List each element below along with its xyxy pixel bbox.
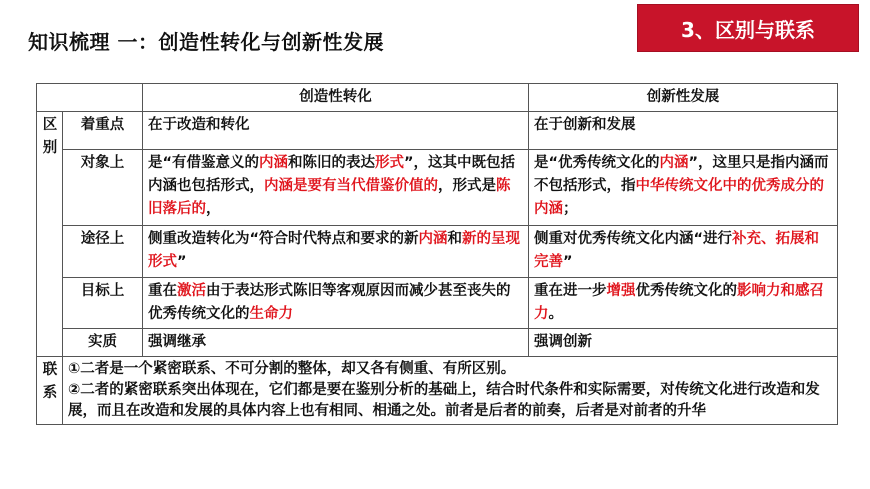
cell-text: 侧重对优秀传统文化内涵“进行 [534,231,733,247]
highlight-text: 内涵 [418,231,448,247]
table-row [37,150,838,226]
comparison-table [36,83,838,425]
row-label: 着重点 [63,112,143,150]
highlight-text: 新的呈现形式 [148,231,521,270]
section-badge: 3、区别与联系 [637,4,859,52]
highlight-text: 补充、拓展和完善 [534,231,820,270]
cell-left [143,278,529,329]
link-content [63,357,838,425]
header-row [37,84,838,112]
link-line-1: ①二者是一个紧密联系、不可分割的整体，却又各有侧重、有所区别。 [68,361,516,377]
cell-left [143,329,529,357]
table-row [37,226,838,278]
cell-text: 强调创新 [534,334,592,350]
cell-right [529,150,838,226]
cell-right [529,226,838,278]
table-row [37,329,838,357]
cell-text: 。 [548,306,563,322]
cell-text: 在于改造和转化 [148,117,250,133]
table-row [37,112,838,150]
page-title: 知识梳理 一：创造性转化与创新性发展 [28,30,384,54]
cell-text: 侧重改造转化为“符合时代特点和要求的新 [148,231,419,247]
cell-text: 是“有借鉴意义的 [148,155,260,171]
corner-cell [37,84,143,112]
row-label: 目标上 [63,278,143,329]
highlight-text: 内涵 [259,155,289,171]
cell-text: ，形式是 [438,178,496,194]
cell-text: ” [563,254,573,270]
highlight-text: 形式 [375,155,405,171]
cell-text: ” [177,254,187,270]
cell-text: 和 [447,231,463,247]
cell-text: ”，这里只是指内涵而不包括形式，指 [534,155,829,194]
row-label: 途径上 [63,226,143,278]
highlight-text: 内涵 [659,155,689,171]
cell-text: 由于表达形式陈旧等客观原因而减少甚至丧失的优秀传统文化的 [148,283,511,322]
cell-right [529,329,838,357]
cell-text: 重在 [148,283,177,299]
col-header-development: 创新性发展 [529,84,838,112]
cell-text: 优秀传统文化的 [635,283,737,299]
row-label: 对象上 [63,150,143,226]
cell-right [529,278,838,329]
distinction-group-label: 区别 [37,112,63,357]
cell-text: ， [206,201,221,217]
cell-text: ”，这其中既包括内涵也包括形式， [148,155,516,194]
cell-text: 和陈旧的表达 [288,155,376,171]
cell-left [143,150,529,226]
highlight-text: 内涵是要有当代借鉴价值的 [264,178,438,194]
cell-text: 在于创新和发展 [534,117,636,133]
highlight-text: 增强 [606,283,636,299]
cell-right [529,112,838,150]
highlight-text: 影响力和感召力 [534,283,824,322]
highlight-text: 激活 [177,283,206,299]
link-line-2: ②二者的紧密联系突出体现在，它们都是要在鉴别分析的基础上，结合时代条件和实际需要，对传统文化进行改造和发展，而且在改造和发展的具体内容上也有相同、相通之处。前者是后者的前奏，后者是对前者的升华 [68,382,820,419]
highlight-text: 生命力 [249,306,293,322]
table-row [37,278,838,329]
highlight-text: 陈旧落后的 [148,178,511,217]
cell-text: ； [563,201,578,217]
cell-text: 是“优秀传统文化的 [534,155,660,171]
highlight-text: 中华传统文化中的优秀成分的内涵 [534,178,824,217]
cell-text: 强调继承 [148,334,206,350]
row-label: 实质 [63,329,143,357]
cell-left [143,112,529,150]
col-header-transformation: 创造性转化 [143,84,529,112]
link-group-label: 联系 [37,357,63,425]
cell-left [143,226,529,278]
link-row [37,357,838,425]
cell-text: 重在进一步 [534,283,607,299]
